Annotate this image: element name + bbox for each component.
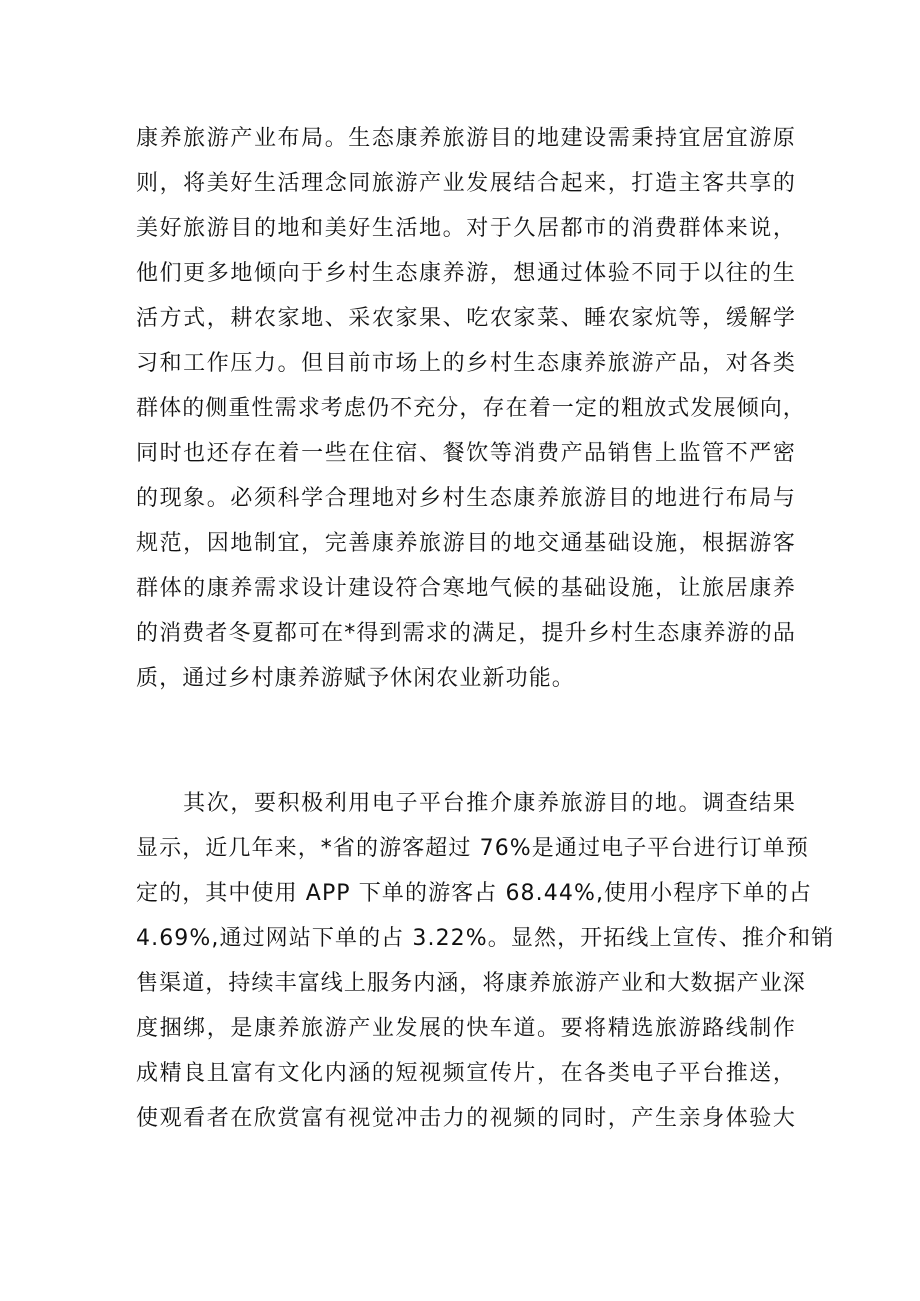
text-line: 其次，要积极利用电子平台推介康养旅游目的地。调查结果 [136, 791, 796, 816]
text-line: 则，将美好生活理念同旅游产业发展结合起来，打造主客共享的 [136, 171, 796, 196]
paragraph-digital-platform-promotion [136, 781, 835, 1141]
text-line: 活方式，耕农家地、采农家果、吃农家菜、睡农家炕等，缓解学 [136, 306, 796, 331]
text-line: 4.69%,通过网站下单的占 3.22%。显然，开拓线上宣传、推介和销 [136, 926, 835, 951]
text-line: 习和工作压力。但目前市场上的乡村生态康养旅游产品，对各类 [136, 351, 796, 376]
text-line: 质，通过乡村康养游赋予休闲农业新功能。 [136, 666, 575, 691]
text-line: 康养旅游产业布局。生态康养旅游目的地建设需秉持宜居宜游原 [136, 126, 796, 151]
text-line: 定的，其中使用 APP 下单的游客占 68.44%,使用小程序下单的占 [136, 881, 812, 906]
text-line: 使观看者在欣赏富有视觉冲击力的视频的同时，产生亲身体验大 [136, 1106, 796, 1131]
text-line: 的消费者冬夏都可在*得到需求的满足，提升乡村生态康养游的品 [136, 621, 796, 646]
text-line: 群体的康养需求设计建设符合寒地气候的基础设施，让旅居康养 [136, 576, 796, 601]
text-line: 售渠道，持续丰富线上服务内涵，将康养旅游产业和大数据产业深 [136, 971, 806, 996]
text-line: 美好旅游目的地和美好生活地。对于久居都市的消费群体来说， [136, 216, 796, 241]
text-line: 成精良且富有文化内涵的短视频宣传片，在各类电子平台推送， [136, 1061, 796, 1086]
text-line: 度捆绑，是康养旅游产业发展的快车道。要将精选旅游路线制作 [136, 1016, 796, 1041]
text-line: 群体的侧重性需求考虑仍不充分，存在着一定的粗放式发展倾向， [136, 396, 806, 421]
paragraph-rural-wellness-layout [136, 116, 806, 701]
text-line: 他们更多地倾向于乡村生态康养游，想通过体验不同于以往的生 [136, 261, 796, 286]
text-line: 规范，因地制宜，完善康养旅游目的地交通基础设施，根据游客 [136, 531, 796, 556]
text-line: 显示，近几年来，*省的游客超过 76%是通过电子平台进行订单预 [136, 836, 809, 861]
text-line: 同时也还存在着一些在住宿、餐饮等消费产品销售上监管不严密 [136, 441, 796, 466]
text-line: 的现象。必须科学合理地对乡村生态康养旅游目的地进行布局与 [136, 486, 796, 511]
